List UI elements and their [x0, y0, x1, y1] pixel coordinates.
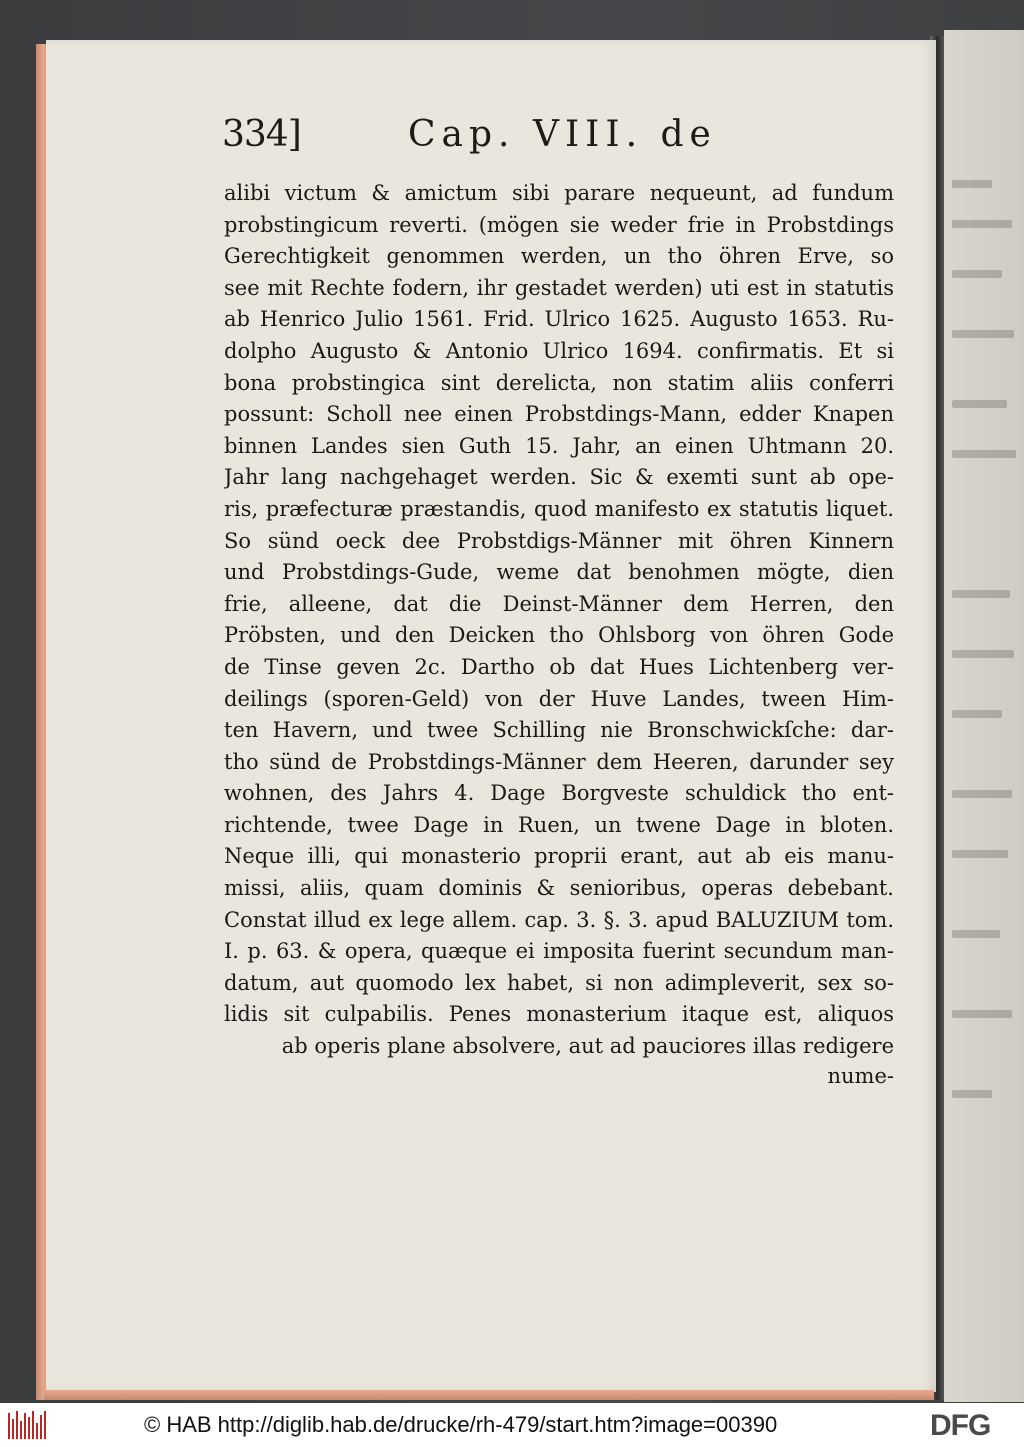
text-line: tho sünd de Probstdings-Männer dem Heeren, darunder sey [224, 749, 894, 774]
text-line: ten Havern, und twee Schilling nie Bronschwickſche: dar- [224, 718, 894, 743]
text-line: Constat illud ex lege allem. cap. 3. §. 3. apud BALUZIUM tom. [224, 907, 894, 932]
text-line: see mit Rechte fodern, ihr gestadet werden) uti est in statutis [224, 275, 894, 300]
text-line: I. p. 63. & opera, quæque ei imposita fuerint secundum man- [224, 939, 894, 964]
page-number: 334] [222, 114, 301, 155]
text-line: deilings (sporen-Geld) von der Huve Landes, tween Him- [224, 686, 894, 711]
copyright-link[interactable]: © HAB http://diglib.hab.de/drucke/rh-479/start.htm?image=00390 [144, 1412, 778, 1437]
text-line: datum, aut quomodo lex habet, si non adimpleverit, sex so- [224, 970, 894, 995]
text-line: So sünd oeck dee Probstdigs-Männer mit öhren Kinnern [224, 528, 894, 553]
text-line: wohnen, des Jahrs 4. Dage Borgveste schuldick tho ent- [224, 781, 894, 806]
text-line: Gerechtigkeit genommen werden, un tho öhren Erve, so [224, 244, 894, 269]
text-line: Neque illi, qui monasterio proprii erant, aut ab eis manu- [224, 844, 894, 869]
text-line: dolpho Augusto & Antonio Ulrico 1694. confirmatis. Et si [224, 338, 894, 363]
page-edge-bottom [44, 1390, 934, 1400]
text-line: binnen Landes sien Guth 15. Jahr, an einen Uhtmann 20. [224, 433, 894, 458]
page-header [222, 112, 892, 158]
text-line: richtende, twee Dage in Ruen, un twene Dage in bloten. [224, 812, 894, 837]
body-text [224, 178, 894, 1063]
text-line: und Probstdings-Gude, weme dat benohmen mögte, dien [224, 560, 894, 585]
text-line: probstingicum reverti. (mögen sie weder frie in Probstdings [224, 212, 894, 237]
text-line: ab Henrico Julio 1561. Frid. Ulrico 1625. Augusto 1653. Ru- [224, 307, 894, 332]
text-line: Pröbsten, und den Deicken tho Ohlsborg von öhren Gode [224, 623, 894, 648]
dfg-logo: DFG [930, 1409, 991, 1442]
facing-page-strip [944, 30, 1024, 1402]
text-line: de Tinse geven 2c. Dartho ob dat Hues Lichtenberg ver- [224, 654, 894, 679]
text-line: lidis sit culpabilis. Penes monasterium itaque est, aliquos [224, 1002, 894, 1027]
text-line: ris, præfecturæ præstandis, quod manifesto ex statutis liquet. [224, 496, 894, 521]
text-line: frie, alleene, dat die Deinst-Männer dem Herren, den [224, 591, 894, 616]
text-line: Jahr lang nachgehaget werden. Sic & exemti sunt ab ope- [224, 465, 894, 490]
hab-logo-icon [8, 1411, 46, 1439]
text-line: missi, aliis, quam dominis & senioribus, operas debebant. [224, 876, 894, 901]
text-line: bona probstingica sint derelicta, non statim aliis conferri [224, 370, 894, 395]
text-line: alibi victum & amictum sibi parare nequeunt, ad fundum [224, 181, 894, 205]
text-line: possunt: Scholl nee einen Probstdings-Mann, edder Knapen [224, 402, 894, 427]
footer-bar [0, 1403, 1024, 1447]
catchword: nume- [827, 1064, 894, 1088]
running-title: Cap. VIII. de [408, 114, 717, 155]
text-line: ab operis plane absolvere, aut ad pauciores illas redigere [281, 1034, 894, 1059]
